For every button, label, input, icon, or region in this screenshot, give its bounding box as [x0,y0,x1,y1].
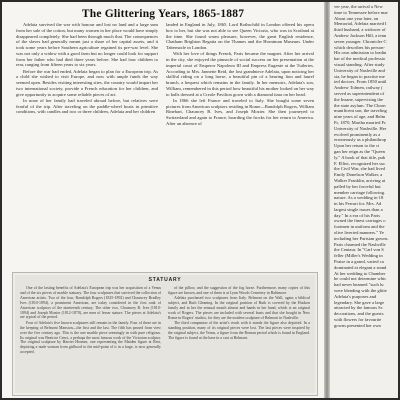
sidebar-column-left [20,286,161,392]
text-line: member carriage following. [334,189,386,195]
right-page [330,2,398,398]
paragraph: Four of Adelaia's five known sculptures still remain in the family. Four of these are in the keeping of Belmont Mansion—the first and the last. The fifth has passed from view over the five century ago. This is the one marble piece seemingly in with pure religious. Its original was Beatrice Cenci, a perhaps the most famous work of the Victorian sculptor. The original sculpture by Harriet Hosmer, one representing the Maiden figure at Rest, depicting a nude woman from girlhood to the mid-point of it in a large, is now generally accepted. [20,320,161,355]
text-line: visual standing. After study [334,61,385,67]
text-line: he could not determine whic [334,276,387,282]
text-line: University of Nashville and [334,67,385,73]
paragraph: The third companion of the artist's reach with it stands the figure also depicted. In a standing position, many of its original pieces were lost. The last pieces were inspired by the original subject, the Venus, a figure from the Roman period which is found in England. The figure is found at the base in a cast at Belmont. [168,321,310,341]
text-line: which describes his person- [334,44,385,50]
text-line: in his Ferrari for. Mrs. Ad [334,201,382,207]
text-line: erroneously as a philanthrop [334,137,387,143]
paragraph: One of the lasting benefits of Adelaia's European trip was her acquisition of a Venus and of the six pieces of marble statuary. The four sculptures that survived the collection of American artists. Two of the four, Randolph Rogers (1825-1892) and Chauncey Bradley Ives (1810-1894), a prominent American, are today considered in the first rank of American sculptors of the nineteenth century. The other two, Chauncey B. Ives (1810-1894) and Joseph Mozier (1812-1870), are men of lesser stature. The pieces at Adelaia's are typical of the period. [20,286,161,320]
paragraph: Adelaia survived the war with honour and lost no land and a large sum from her sale of the cotton, but many women in her place would have simply disappeared completely. She had been through much that. The consequences of the slaves had generally meant just a share of her capital assets, and it took some years before Southern agriculture regained its pre-war level. She was not only a widow with a good farm but no longer could look for support from her father who had died three years before. She had four children to rear, ranging from fifteen years to six years. [16,22,158,68]
text-line: footmen in uniform and the [334,224,385,230]
paragraph: landed in England in July, 1865. Lord Rothschild in London offered his opera box to her, but she was not able to see Queen Victoria, who was in Scotland at the time. She found warm pleasure, however, the great English residence, Chatham Brighton Regatta on the Thames and the Horniman Museum. Under Tabernacle in London. [166,22,314,50]
text-line: ly." A book of that title, pub [334,154,386,160]
paragraph: Before the war had ended, Adelaia began to plan for a European trip. As a child she wished to visit Europe, and now with ample funds the way seemed open. Besides visiting interesting sites, the country would impart her two international society, provide a French education for her children, and give opportunity to acquire some reliable pieces of art. [16,68,158,97]
text-line: with flowers for favourite [334,317,382,323]
text-line: munificent son, the traveling [334,108,387,114]
text-line: legendary. She gave a large [334,299,385,305]
text-line: the Centaur. In "Carl von S [334,247,384,253]
text-line: About one year later, on [334,15,379,21]
book-spread [2,2,398,398]
text-column-right [166,22,314,272]
text-line: sia, he began to practise me [334,73,385,79]
text-line: had never beamed "such lu [334,282,384,288]
text-line: Paris charmed the Nashville [334,241,386,247]
text-line: Andrew Jackson Hill, a tenn [334,32,387,38]
text-line: University of Nashville. Her [334,125,387,131]
text-line: third husband, a widower of [334,27,386,33]
text-line: bar of the medical professio [334,56,386,62]
text-line: were blending with the glitte [334,288,387,294]
paragraph: In 1866 she left France and traveled to Italy. She bought some seven pictures from American sculptors residing in Rome—Randolph Rogers, William Rinehart, Chauncey B. Ives, and Joseph Mozier. She then journeyed to Switzerland and again to France, boarding the frocks for her return to America. After an absence of [166,97,314,126]
text-line: time to Tennessee before mar [334,9,388,15]
left-page [2,2,324,398]
text-line: evolved prominently as a [334,131,381,137]
text-line: His own admission to leadin [334,50,387,56]
text-line: Upon her return to the ci [334,143,380,149]
text-line: Walker Franklin, arriving at [334,177,386,183]
text-line: At her wedding to Chamber [334,270,386,276]
text-line: largest single issues than a [334,206,383,212]
text-line: nine years of age, and Belm [334,114,386,120]
right-page-text [334,4,398,329]
text-line: day." In a era of his Paris [334,212,381,218]
paragraph: With her love of things French, Paris became the magnet. After her arrival in the city, she enjoyed the pinnacle of social success on her presentation at the imperial court of Emperor Napoleon III and Empress Eugenie at the Tuileries. According to Mrs. Jannette Reid, the lost grandniece Adelaia, upon noticing her skillful riding on a long horse, a beautiful pin of a bearing lion and laurel branch, a bequest which remains in the family. In her memoirs, Adelaia's son, William, remembered in this period how beautiful his mother looked on her way to balls dressed at a Creole Pavilion gown with a diamond tiara on her head. [166,51,314,97]
sidebar-column-right [168,286,310,392]
text-line: gan her reign as the "Queen [334,148,385,154]
text-line: the Civil War, she had lived [334,166,385,172]
text-column-left [16,22,158,272]
text-line: including her Parisian gowns. [334,235,389,241]
text-line: the state asylum. The Chron [334,102,386,108]
paragraph: Adelaia purchased two sculptures from Italy. Belmont on the Wall, again a biblical subject, and Ruth Gleaning. In the original position of Ruth is covered by the Hudson family and in her the sensual mouth almost and hands in her hand, which is an original work of Rogers. The pieces are included with several busts and that she bought in New Rome in Rogers' studios, for they are the modern sculpture of Belmont in Nashville. [168,296,310,320]
text-line: seven younger. Chronicler C [334,38,387,44]
text-line: Fr, 1870, Martha married Fr. [334,119,387,125]
text-line: served as superintendent of [334,90,385,96]
text-line: attracted by the famous Sc [334,305,383,311]
text-line: Praise in a grand, varied ca [334,259,384,265]
sidebar-heading: STATUARY [148,277,182,283]
text-line: Adelaia's purposes and [334,293,377,299]
text-line: owned the finest carriages o [334,218,386,224]
text-line: gowns presented her own [334,322,381,328]
text-line: the Insane, supervising the [334,96,383,102]
page-title: The Glittering Years, 1865-1887 [81,8,245,20]
paragraph: of the pillow, and the suggestion of the fog horse. Furthermore, many copies of this figure are known, and one of them is at Lynn Woods Cemetery in Baltimore. [168,286,310,295]
text-line: olive liveried manners." Ye [334,230,384,236]
text-line: nature. As a wedding in 18 [334,195,384,201]
statuary-sidebar-photo [12,272,318,396]
text-line: F. Elliot, recognized her suc [334,160,386,166]
text-line: dominated at elegant a stand [334,264,387,270]
text-line: ver year, the arrival a New [334,4,383,9]
text-line: Andrew Tolmen, railway ( [334,85,383,91]
text-line: Emily Donelson Walker, a [334,172,383,178]
text-line: palled by her forceful but [334,183,381,189]
text-line: ied doctors. From 1850 until [334,79,387,85]
text-line: Memorial, Adelaia married I [334,21,387,27]
text-line: decorations, and the guests [334,311,384,317]
text-line: feller (Miller's Wedding in [334,253,383,259]
paragraph: In none of her family had traveled abroad before, but relatives were fearful of the trip. After traveling on the paddle-wheel boats in primitive conditions, with candles and two or three children, Adelaia and her children [16,97,158,115]
